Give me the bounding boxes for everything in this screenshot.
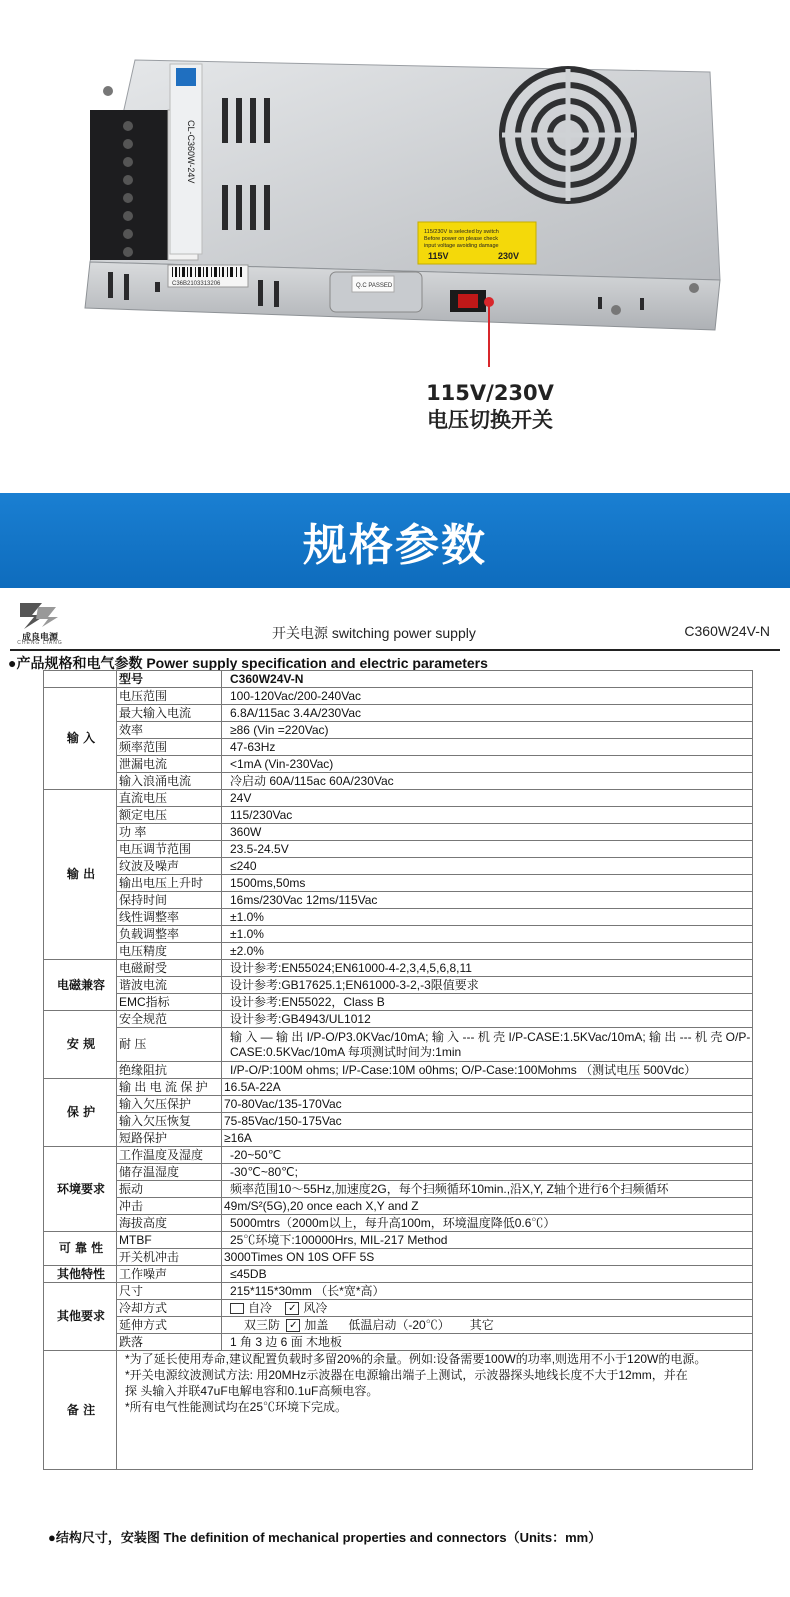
row-value: 215*115*30mm （长*宽*高） bbox=[222, 1283, 753, 1300]
row-value: 频率范围10～55Hz,加速度2G，每个扫频循环10min.,沿X,Y, Z轴个进行6个扫频循环 bbox=[222, 1181, 753, 1198]
table-row bbox=[44, 1028, 753, 1062]
spec-banner bbox=[0, 493, 790, 588]
row-label: 输入浪涌电流 bbox=[117, 773, 222, 790]
note-line: 探 头输入并联47uF电解电容和0.1uF高频电容。 bbox=[125, 1384, 379, 1398]
row-label: 纹波及噪声 bbox=[117, 858, 222, 875]
row-value: 24V bbox=[222, 790, 753, 807]
row-value: ±2.0% bbox=[222, 943, 753, 960]
table-header-row bbox=[44, 671, 753, 688]
table-row bbox=[44, 756, 753, 773]
group-input: 输 入 bbox=[44, 688, 117, 790]
row-label: 输入欠压恢复 bbox=[117, 1113, 222, 1130]
table-row bbox=[44, 1317, 753, 1334]
row-label: 电压精度 bbox=[117, 943, 222, 960]
cooling-fan-label: 风冷 bbox=[303, 1300, 328, 1315]
extension-options bbox=[222, 1317, 753, 1334]
group-other-requirements: 其他要求 bbox=[44, 1283, 117, 1351]
sticker-line-2: Before power on please check bbox=[424, 236, 498, 242]
row-label: MTBF bbox=[117, 1232, 222, 1249]
row-label: 振动 bbox=[117, 1181, 222, 1198]
note-line: *开关电源纹波测试方法: 用20MHz示波器在电源输出端子上测试，示波器探头地线长度不大于12mm，并在 bbox=[125, 1368, 688, 1382]
row-value: 设计参考:GB17625.1;EN61000-3-2,-3限值要求 bbox=[222, 977, 753, 994]
row-label: 谐波电流 bbox=[117, 977, 222, 994]
row-label: EMC指标 bbox=[117, 994, 222, 1011]
table-row bbox=[44, 1130, 753, 1147]
row-value: ≥86 (Vin =220Vac) bbox=[222, 722, 753, 739]
table-row bbox=[44, 926, 753, 943]
table-row bbox=[44, 1334, 753, 1351]
group-environment: 环境要求 bbox=[44, 1147, 117, 1232]
notes-cell bbox=[117, 1351, 753, 1470]
row-label: 安全规范 bbox=[117, 1011, 222, 1028]
table-row bbox=[44, 705, 753, 722]
sticker-line-1: 115/230V is selected by switch bbox=[424, 229, 499, 235]
row-label: 电磁耐受 bbox=[117, 960, 222, 977]
switch-callout bbox=[380, 380, 600, 434]
cooling-self-label: 自冷 bbox=[248, 1300, 273, 1315]
logo-brand-cn: 成良电源 bbox=[21, 632, 58, 642]
row-label: 耐 压 bbox=[117, 1028, 222, 1062]
row-value: 输 入 — 输 出 I/P-O/P3.0KVac/10mA; 输 入 --- 机 壳 I/P-CASE:1.5KVac/10mA; 输 出 --- 机 壳 O/P-CASE:0.5KVac/10mA 每项测试时间为:1min bbox=[222, 1028, 753, 1062]
table-row bbox=[44, 1181, 753, 1198]
row-label: 输 出 电 流 保 护 bbox=[117, 1079, 222, 1096]
row-label: 直流电压 bbox=[117, 790, 222, 807]
sticker-230v: 230V bbox=[498, 251, 520, 261]
table-row bbox=[44, 1113, 753, 1130]
row-value: 设计参考:EN55024;EN61000-4-2,3,4,5,6,8,11 bbox=[222, 960, 753, 977]
cooling-fan-checkbox[interactable]: ✓ bbox=[285, 1302, 299, 1315]
logo-brand-en: CHENG LIANG bbox=[17, 640, 63, 646]
row-value: 设计参考:EN55022，Class B bbox=[222, 994, 753, 1011]
row-label: 电压范围 bbox=[117, 688, 222, 705]
table-row bbox=[44, 977, 753, 994]
table-row bbox=[44, 892, 753, 909]
row-label: 负载调整率 bbox=[117, 926, 222, 943]
row-label: 保持时间 bbox=[117, 892, 222, 909]
table-row bbox=[44, 960, 753, 977]
row-value: 115/230Vac bbox=[222, 807, 753, 824]
row-value: ≤240 bbox=[222, 858, 753, 875]
table-row bbox=[44, 841, 753, 858]
ext-option-1: 双三防 bbox=[244, 1317, 281, 1332]
banner-title: 规格参数 bbox=[303, 519, 487, 571]
callout-description: 电压切换开关 bbox=[427, 408, 553, 432]
row-value: 25℃环境下:100000Hrs, MIL-217 Method bbox=[222, 1232, 753, 1249]
table-row bbox=[44, 824, 753, 841]
row-label: 输出电压上升时 bbox=[117, 875, 222, 892]
sticker-115v: 115V bbox=[428, 251, 449, 261]
group-other-features: 其他特性 bbox=[44, 1266, 117, 1283]
note-line: *所有电气性能测试均在25℃环境下完成。 bbox=[125, 1400, 348, 1414]
row-label: 输入欠压保护 bbox=[117, 1096, 222, 1113]
table-row bbox=[44, 1215, 753, 1232]
row-value: 16ms/230Vac 12ms/115Vac bbox=[222, 892, 753, 909]
table-row bbox=[44, 1249, 753, 1266]
group-protection: 保 护 bbox=[44, 1079, 117, 1147]
row-label: 绝缘阻抗 bbox=[117, 1062, 222, 1079]
row-value: 23.5-24.5V bbox=[222, 841, 753, 858]
company-logo bbox=[12, 599, 68, 647]
row-label: 开关机冲击 bbox=[117, 1249, 222, 1266]
row-value: I/P-O/P:100M ohms; I/P-Case:10M o0hms; O/P-Case:100Mohms （测试电压 500Vdc） bbox=[222, 1062, 753, 1079]
row-value: 1500ms,50ms bbox=[222, 875, 753, 892]
row-label: 最大输入电流 bbox=[117, 705, 222, 722]
row-label: 电压调节范围 bbox=[117, 841, 222, 858]
table-row bbox=[44, 1079, 753, 1096]
row-value: ±1.0% bbox=[222, 909, 753, 926]
row-value: 5000mtrs（2000m以上，每升高100m，环境温度降低0.6℃） bbox=[222, 1215, 753, 1232]
ext-option-4: 其它 bbox=[469, 1317, 494, 1332]
row-value: 16.5A-22A bbox=[222, 1079, 753, 1096]
row-value: ≤45DB bbox=[222, 1266, 753, 1283]
header-value: C360W24V-N bbox=[222, 671, 753, 688]
switch-callout-line bbox=[488, 305, 490, 367]
table-row bbox=[44, 722, 753, 739]
note-line: *为了延长使用寿命,建议配置负载时多留20%的余量。例如:设备需要100W的功率,则选用不小于120W的电源。 bbox=[125, 1352, 707, 1366]
ext-option-3: 低温启动（-20℃） bbox=[348, 1317, 450, 1332]
table-row bbox=[44, 1283, 753, 1300]
cooling-self-checkbox[interactable] bbox=[230, 1303, 244, 1314]
sticker-line-3: input voltage avoiding damage bbox=[424, 243, 499, 249]
serial-number: C36B2103313206 bbox=[172, 281, 221, 287]
row-label: 海拔高度 bbox=[117, 1215, 222, 1232]
row-value: 360W bbox=[222, 824, 753, 841]
row-label: 线性调整率 bbox=[117, 909, 222, 926]
row-label: 功 率 bbox=[117, 824, 222, 841]
table-row bbox=[44, 1011, 753, 1028]
callout-voltage: 115V/230V bbox=[426, 381, 554, 405]
row-value: 设计参考:GB4943/UL1012 bbox=[222, 1011, 753, 1028]
table-row bbox=[44, 858, 753, 875]
group-output: 输 出 bbox=[44, 790, 117, 960]
row-label: 冷却方式 bbox=[117, 1300, 222, 1317]
table-row bbox=[44, 790, 753, 807]
row-value: 1 角 3 边 6 面 木地板 bbox=[222, 1334, 753, 1351]
table-row bbox=[44, 688, 753, 705]
document-model: C360W24V-N bbox=[684, 623, 770, 639]
row-value: 47-63Hz bbox=[222, 739, 753, 756]
ext-cover-checkbox[interactable]: ✓ bbox=[286, 1319, 300, 1332]
document-title: 开关电源 switching power supply bbox=[272, 625, 476, 641]
section-heading: ●产品规格和电气参数 Power supply specification and electric parameters bbox=[8, 655, 488, 671]
table-row bbox=[44, 1062, 753, 1079]
row-value: 75-85Vac/150-175Vac bbox=[222, 1113, 753, 1130]
table-row bbox=[44, 773, 753, 790]
table-row bbox=[44, 1300, 753, 1317]
table-row bbox=[44, 994, 753, 1011]
spec-table bbox=[43, 670, 753, 1470]
table-row bbox=[44, 943, 753, 960]
table-row bbox=[44, 1096, 753, 1113]
table-row bbox=[44, 739, 753, 756]
row-label: 泄漏电流 bbox=[117, 756, 222, 773]
product-photo bbox=[0, 0, 790, 480]
table-row bbox=[44, 1164, 753, 1181]
row-label: 工作温度及湿度 bbox=[117, 1147, 222, 1164]
table-row bbox=[44, 1232, 753, 1249]
group-notes: 备 注 bbox=[44, 1351, 117, 1470]
group-blank bbox=[44, 671, 117, 688]
mechanical-heading: ●结构尺寸，安装图 The definition of mechanical properties and connectors（Units：mm） bbox=[48, 1530, 602, 1545]
row-value: 3000Times ON 10S OFF 5S bbox=[222, 1249, 753, 1266]
ext-option-2: 加盖 bbox=[304, 1317, 329, 1332]
table-row bbox=[44, 807, 753, 824]
row-label: 工作噪声 bbox=[117, 1266, 222, 1283]
table-row bbox=[44, 1198, 753, 1215]
qc-label: Q.C PASSED bbox=[356, 283, 393, 289]
table-row bbox=[44, 1147, 753, 1164]
row-value: 冷启动 60A/115ac 60A/230Vac bbox=[222, 773, 753, 790]
row-value: 6.8A/115ac 3.4A/230Vac bbox=[222, 705, 753, 722]
row-label: 冲击 bbox=[117, 1198, 222, 1215]
row-label: 额定电压 bbox=[117, 807, 222, 824]
group-emc: 电磁兼容 bbox=[44, 960, 117, 1011]
group-reliability: 可 靠 性 bbox=[44, 1232, 117, 1266]
row-value: ±1.0% bbox=[222, 926, 753, 943]
row-label: 短路保护 bbox=[117, 1130, 222, 1147]
row-value: ≥16A bbox=[222, 1130, 753, 1147]
row-value: 100-120Vac/200-240Vac bbox=[222, 688, 753, 705]
row-value: 70-80Vac/135-170Vac bbox=[222, 1096, 753, 1113]
product-label-text: CL-C360W-24V bbox=[186, 120, 196, 184]
row-label: 效率 bbox=[117, 722, 222, 739]
row-value: <1mA (Vin-230Vac) bbox=[222, 756, 753, 773]
header-label: 型号 bbox=[117, 671, 222, 688]
table-row bbox=[44, 909, 753, 926]
cooling-options bbox=[222, 1300, 753, 1317]
table-row bbox=[44, 875, 753, 892]
group-safety: 安 规 bbox=[44, 1011, 117, 1079]
row-value: -20~50℃ bbox=[222, 1147, 753, 1164]
row-label: 延伸方式 bbox=[117, 1317, 222, 1334]
row-value: 49m/S²(5G),20 once each X,Y and Z bbox=[222, 1198, 753, 1215]
row-value: -30℃~80℃; bbox=[222, 1164, 753, 1181]
logo-mark-icon bbox=[12, 599, 68, 631]
row-label: 尺寸 bbox=[117, 1283, 222, 1300]
row-label: 储存温湿度 bbox=[117, 1164, 222, 1181]
row-label: 频率范围 bbox=[117, 739, 222, 756]
table-row bbox=[44, 1266, 753, 1283]
document-header bbox=[10, 597, 780, 651]
table-row bbox=[44, 1351, 753, 1470]
row-label: 跌落 bbox=[117, 1334, 222, 1351]
